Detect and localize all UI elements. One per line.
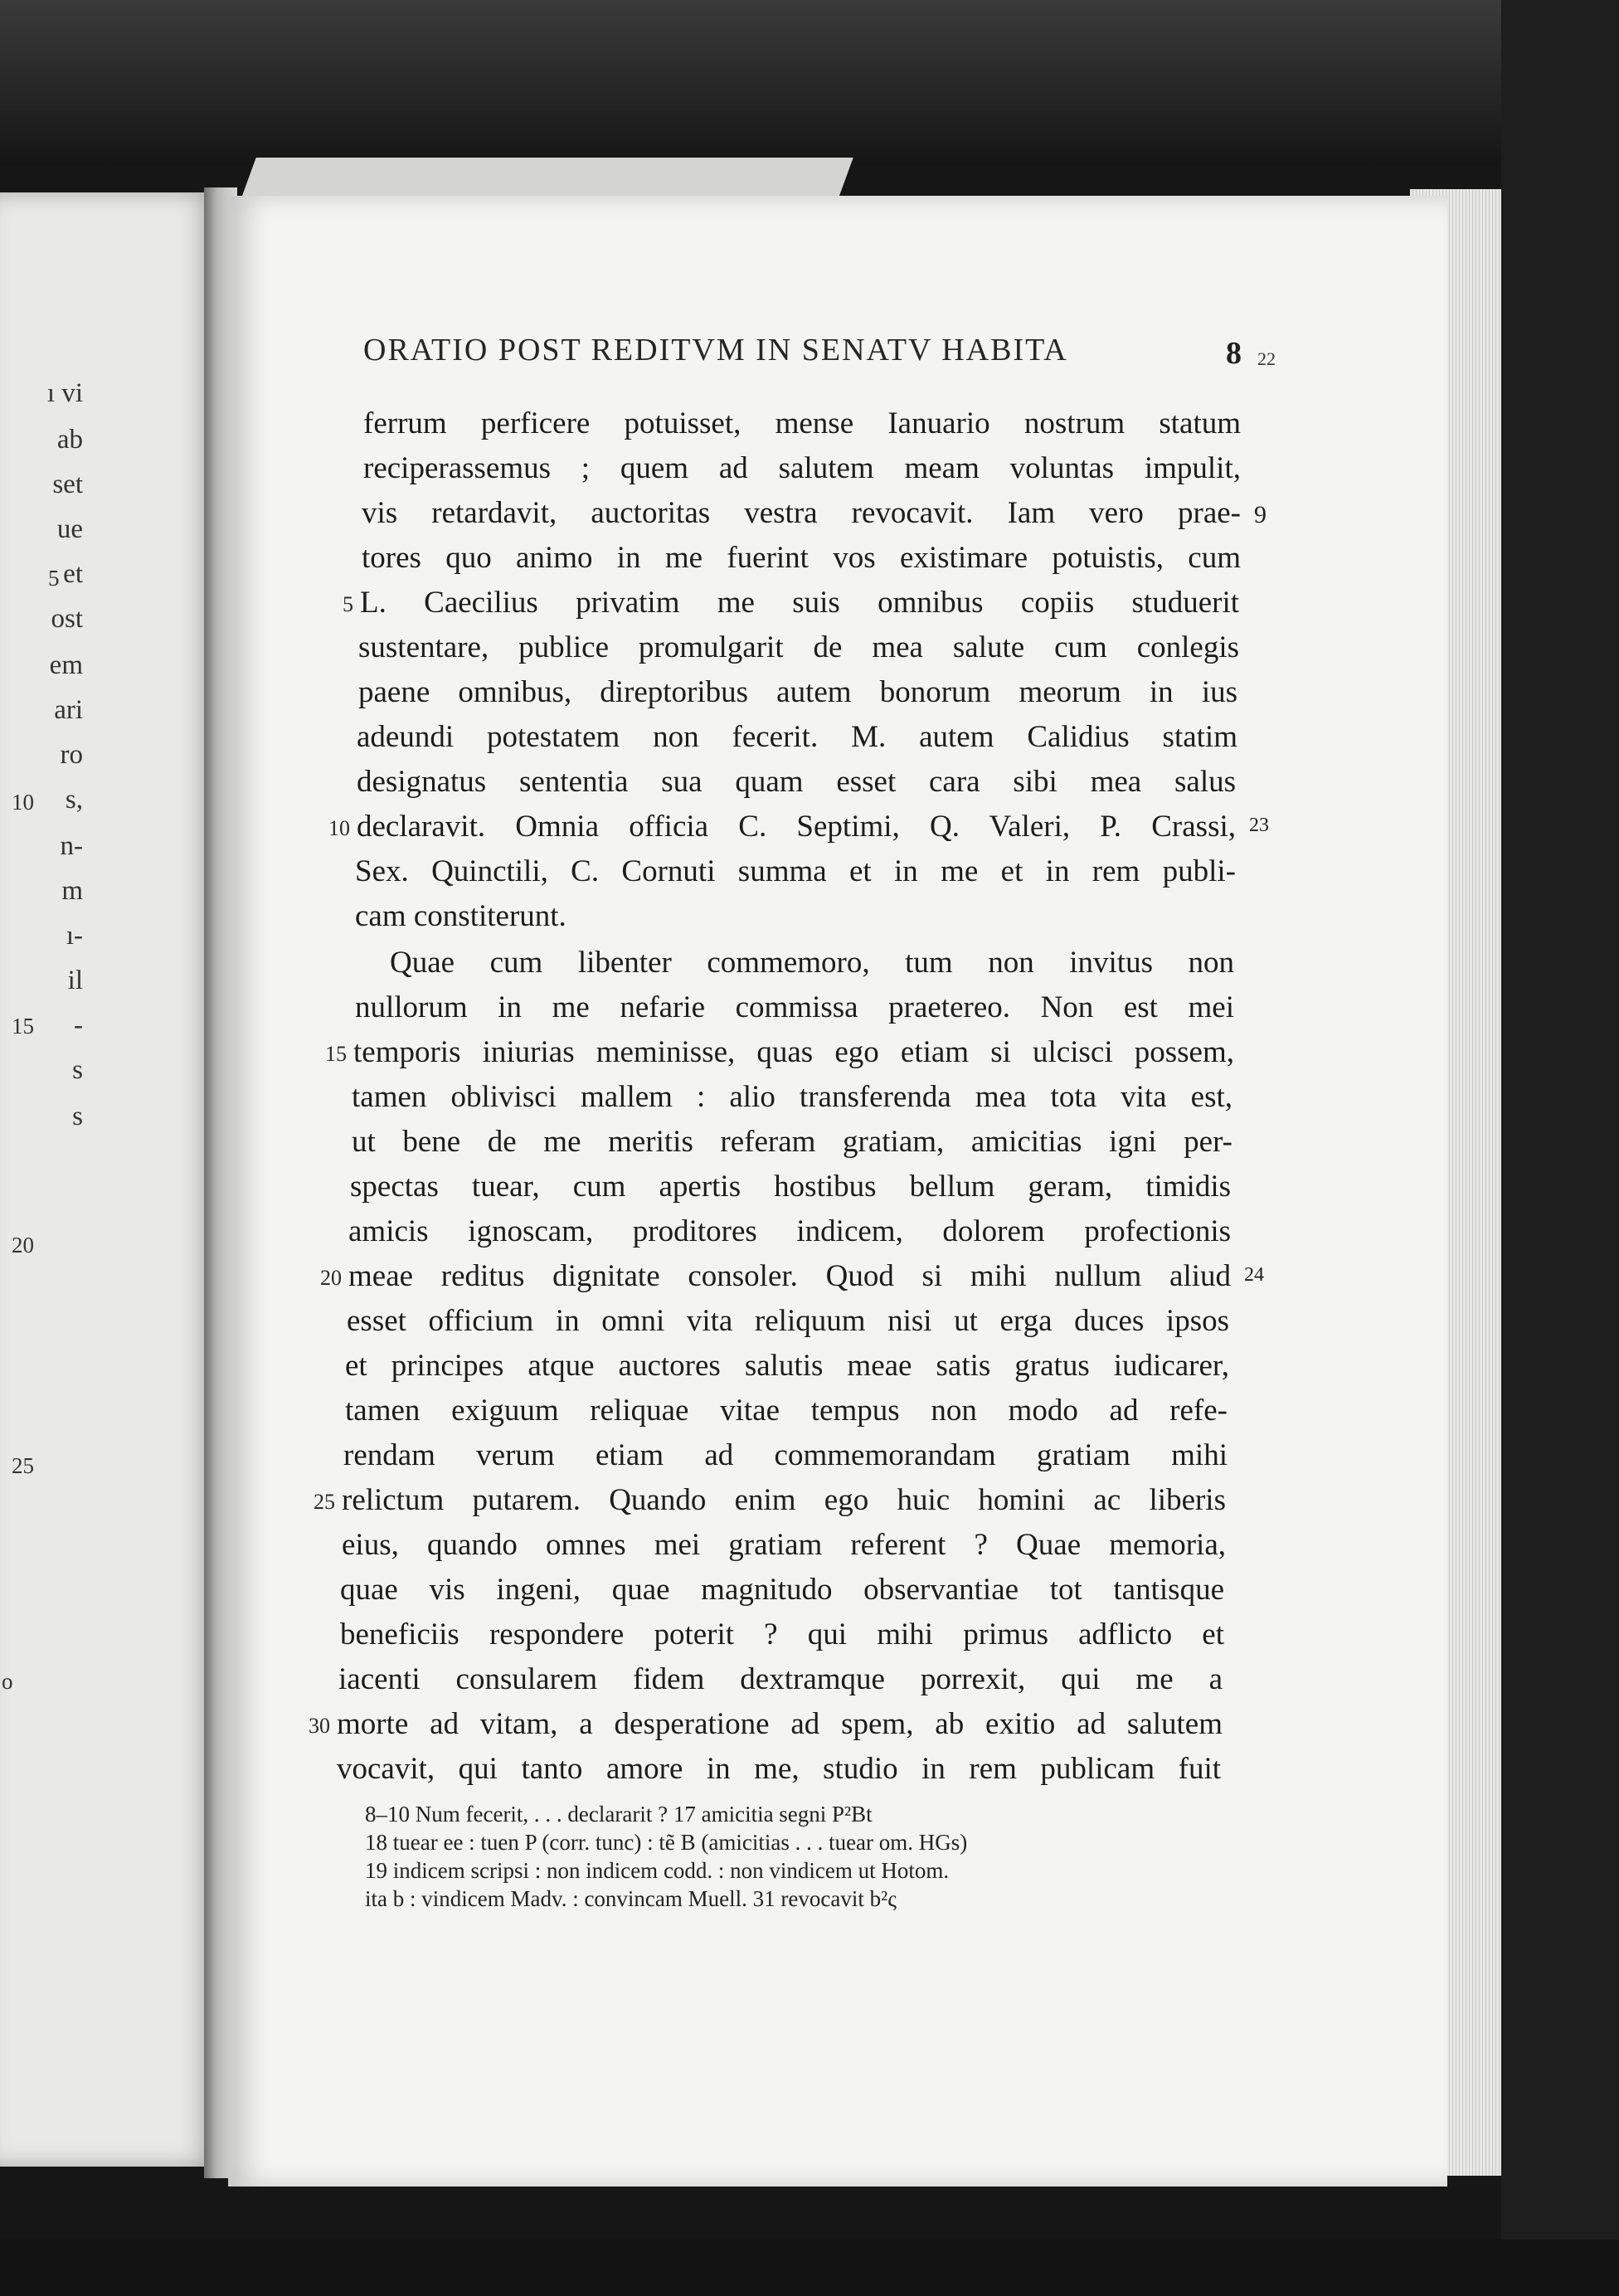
text-line: tamen oblivisci mallem : alio transferenda mea tota vita est,: [352, 1080, 1232, 1114]
left-page-fragment: em: [49, 652, 83, 679]
section-reference: 22: [1257, 348, 1276, 369]
text-line: adeundi potestatem non fecerit. M. autem Calidius statim: [357, 720, 1237, 754]
line-number: 5: [343, 592, 353, 616]
left-page-fragment: m: [61, 878, 83, 905]
left-page-line-number: o: [2, 1669, 13, 1694]
text-line: amicis ignoscam, proditores indicem, dolorem profectionis: [348, 1214, 1231, 1248]
left-page-fragment: set: [52, 471, 83, 499]
text-line: quae vis ingeni, quae magnitudo observantiae tot tantisque: [340, 1573, 1224, 1607]
text-line: reciperassemus ; quem ad salutem meam voluntas impulit,: [363, 451, 1241, 485]
text-line: et principes atque auctores salutis meae satis gratus iudicarer,: [345, 1349, 1229, 1383]
left-page-fragment: -: [74, 1012, 83, 1039]
text-line: meae reditus dignitate consoler. Quod si mihi nullum aliud: [348, 1259, 1231, 1293]
text-line: temporis iniurias meminisse, quas ego etiam si ulcisci possem,: [353, 1035, 1234, 1069]
left-page-line-number: 25: [12, 1453, 34, 1478]
section-marker: 23: [1249, 815, 1269, 836]
section-marker: 24: [1244, 1264, 1264, 1286]
text-line: eius, quando omnes mei gratiam referent ? Quae memoria,: [342, 1528, 1226, 1562]
text-line: ferrum perficere potuisset, mense Ianuario nostrum statum: [363, 406, 1241, 440]
text-line: Sex. Quinctili, C. Cornuti summa et in me et in rem publi-: [355, 854, 1236, 888]
left-page: [0, 192, 217, 2167]
left-page-line-number: 20: [12, 1233, 34, 1257]
left-page-fragment: s: [72, 1103, 83, 1131]
text-line: designatus sententia sua quam esset cara sibi mea salus: [357, 765, 1236, 799]
text-line: paene omnibus, direptoribus autem bonorum meorum in ius: [358, 675, 1237, 709]
left-page-fragment: ari: [54, 697, 83, 724]
left-page-fragment: ı-: [66, 922, 83, 950]
footnote-line: ita b : vindicem Madv. : convincam Muell. 31 revocavit b²ς: [365, 1886, 897, 1911]
left-page-fragment: et: [63, 561, 83, 588]
left-page-fragment: il: [67, 967, 83, 995]
text-line: esset officium in omni vita reliquum nisi ut erga duces ipsos: [347, 1304, 1229, 1338]
text-line: iacenti consularem fidem dextramque porrexit, qui me a: [338, 1662, 1223, 1696]
left-page-line-number: 10: [12, 790, 34, 815]
text-line: tores quo animo in me fuerint vos existimare potuistis, cum: [362, 541, 1241, 575]
text-line: beneficiis respondere poterit ? qui mihi primus adflicto et: [340, 1617, 1224, 1651]
left-page-fragment: n-: [60, 833, 83, 860]
background-right: [1501, 0, 1619, 2296]
footnote-line: 18 tuear ee : tuen P (corr. tunc) : tẽ B (amicitias . . . tuear om. HGs): [365, 1830, 968, 1855]
line-number: 25: [314, 1490, 335, 1514]
left-page-fragment: ab: [56, 426, 83, 454]
text-line: L. Caecilius privatim me suis omnibus copiis studuerit: [360, 586, 1239, 620]
text-line: morte ad vitam, a desperatione ad spem, ab exitio ad salutem: [337, 1707, 1223, 1741]
text-line: nullorum in me nefarie commissa praetereo. Non est mei: [355, 990, 1234, 1024]
line-number: 30: [309, 1714, 330, 1738]
text-line: sustentare, publice promulgarit de mea salute cum conlegis: [358, 630, 1239, 664]
left-page-fragment: ost: [51, 606, 83, 633]
footnote-line: 8–10 Num fecerit, . . . declararit ? 17 amicitia segni P²Bt: [365, 1802, 873, 1827]
line-number: 10: [328, 816, 350, 840]
text-line: declaravit. Omnia officia C. Septimi, Q. Valeri, P. Crassi,: [357, 810, 1236, 844]
background-bottom: [0, 2240, 1619, 2296]
text-line: spectas tuear, cum apertis hostibus bellum geram, timidis: [350, 1170, 1231, 1204]
left-page-fragment: ro: [60, 742, 83, 769]
text-line: cam constiterunt.: [355, 899, 566, 933]
text-line: rendam verum etiam ad commemorandam gratiam mihi: [343, 1438, 1228, 1472]
left-page-line-number: 5: [48, 566, 60, 591]
left-page-fragment: ı vi: [46, 380, 83, 407]
footnote-line: 19 indicem scripsi : non indicem codd. : non vindicem ut Hotom.: [365, 1858, 950, 1883]
page-tab: [241, 158, 853, 197]
page-number: 8: [1226, 336, 1242, 371]
text-line: relictum putarem. Quando enim ego huic homini ac liberis: [342, 1483, 1226, 1517]
line-number: 20: [320, 1266, 342, 1290]
text-line: Quae cum libenter commemoro, tum non invitus non: [390, 946, 1234, 980]
left-page-fragment: s,: [65, 786, 83, 814]
background-shelf: [0, 0, 1619, 166]
left-page-fragment: s: [72, 1057, 83, 1084]
text-line: tamen exiguum reliquae vitae tempus non modo ad refe-: [345, 1394, 1228, 1428]
line-number: 15: [325, 1042, 347, 1066]
text-line: vis retardavit, auctoritas vestra revocavit. Iam vero prae-: [362, 496, 1241, 530]
left-page-fragment: ue: [56, 516, 83, 543]
text-line: ut bene de me meritis referam gratiam, amicitias igni per-: [352, 1125, 1232, 1159]
running-head: ORATIO POST REDITVM IN SENATV HABITA: [363, 333, 1068, 367]
section-marker: 9: [1254, 501, 1267, 528]
left-page-line-number: 15: [12, 1014, 34, 1039]
text-line: vocavit, qui tanto amore in me, studio in rem publicam fuit: [337, 1752, 1221, 1786]
